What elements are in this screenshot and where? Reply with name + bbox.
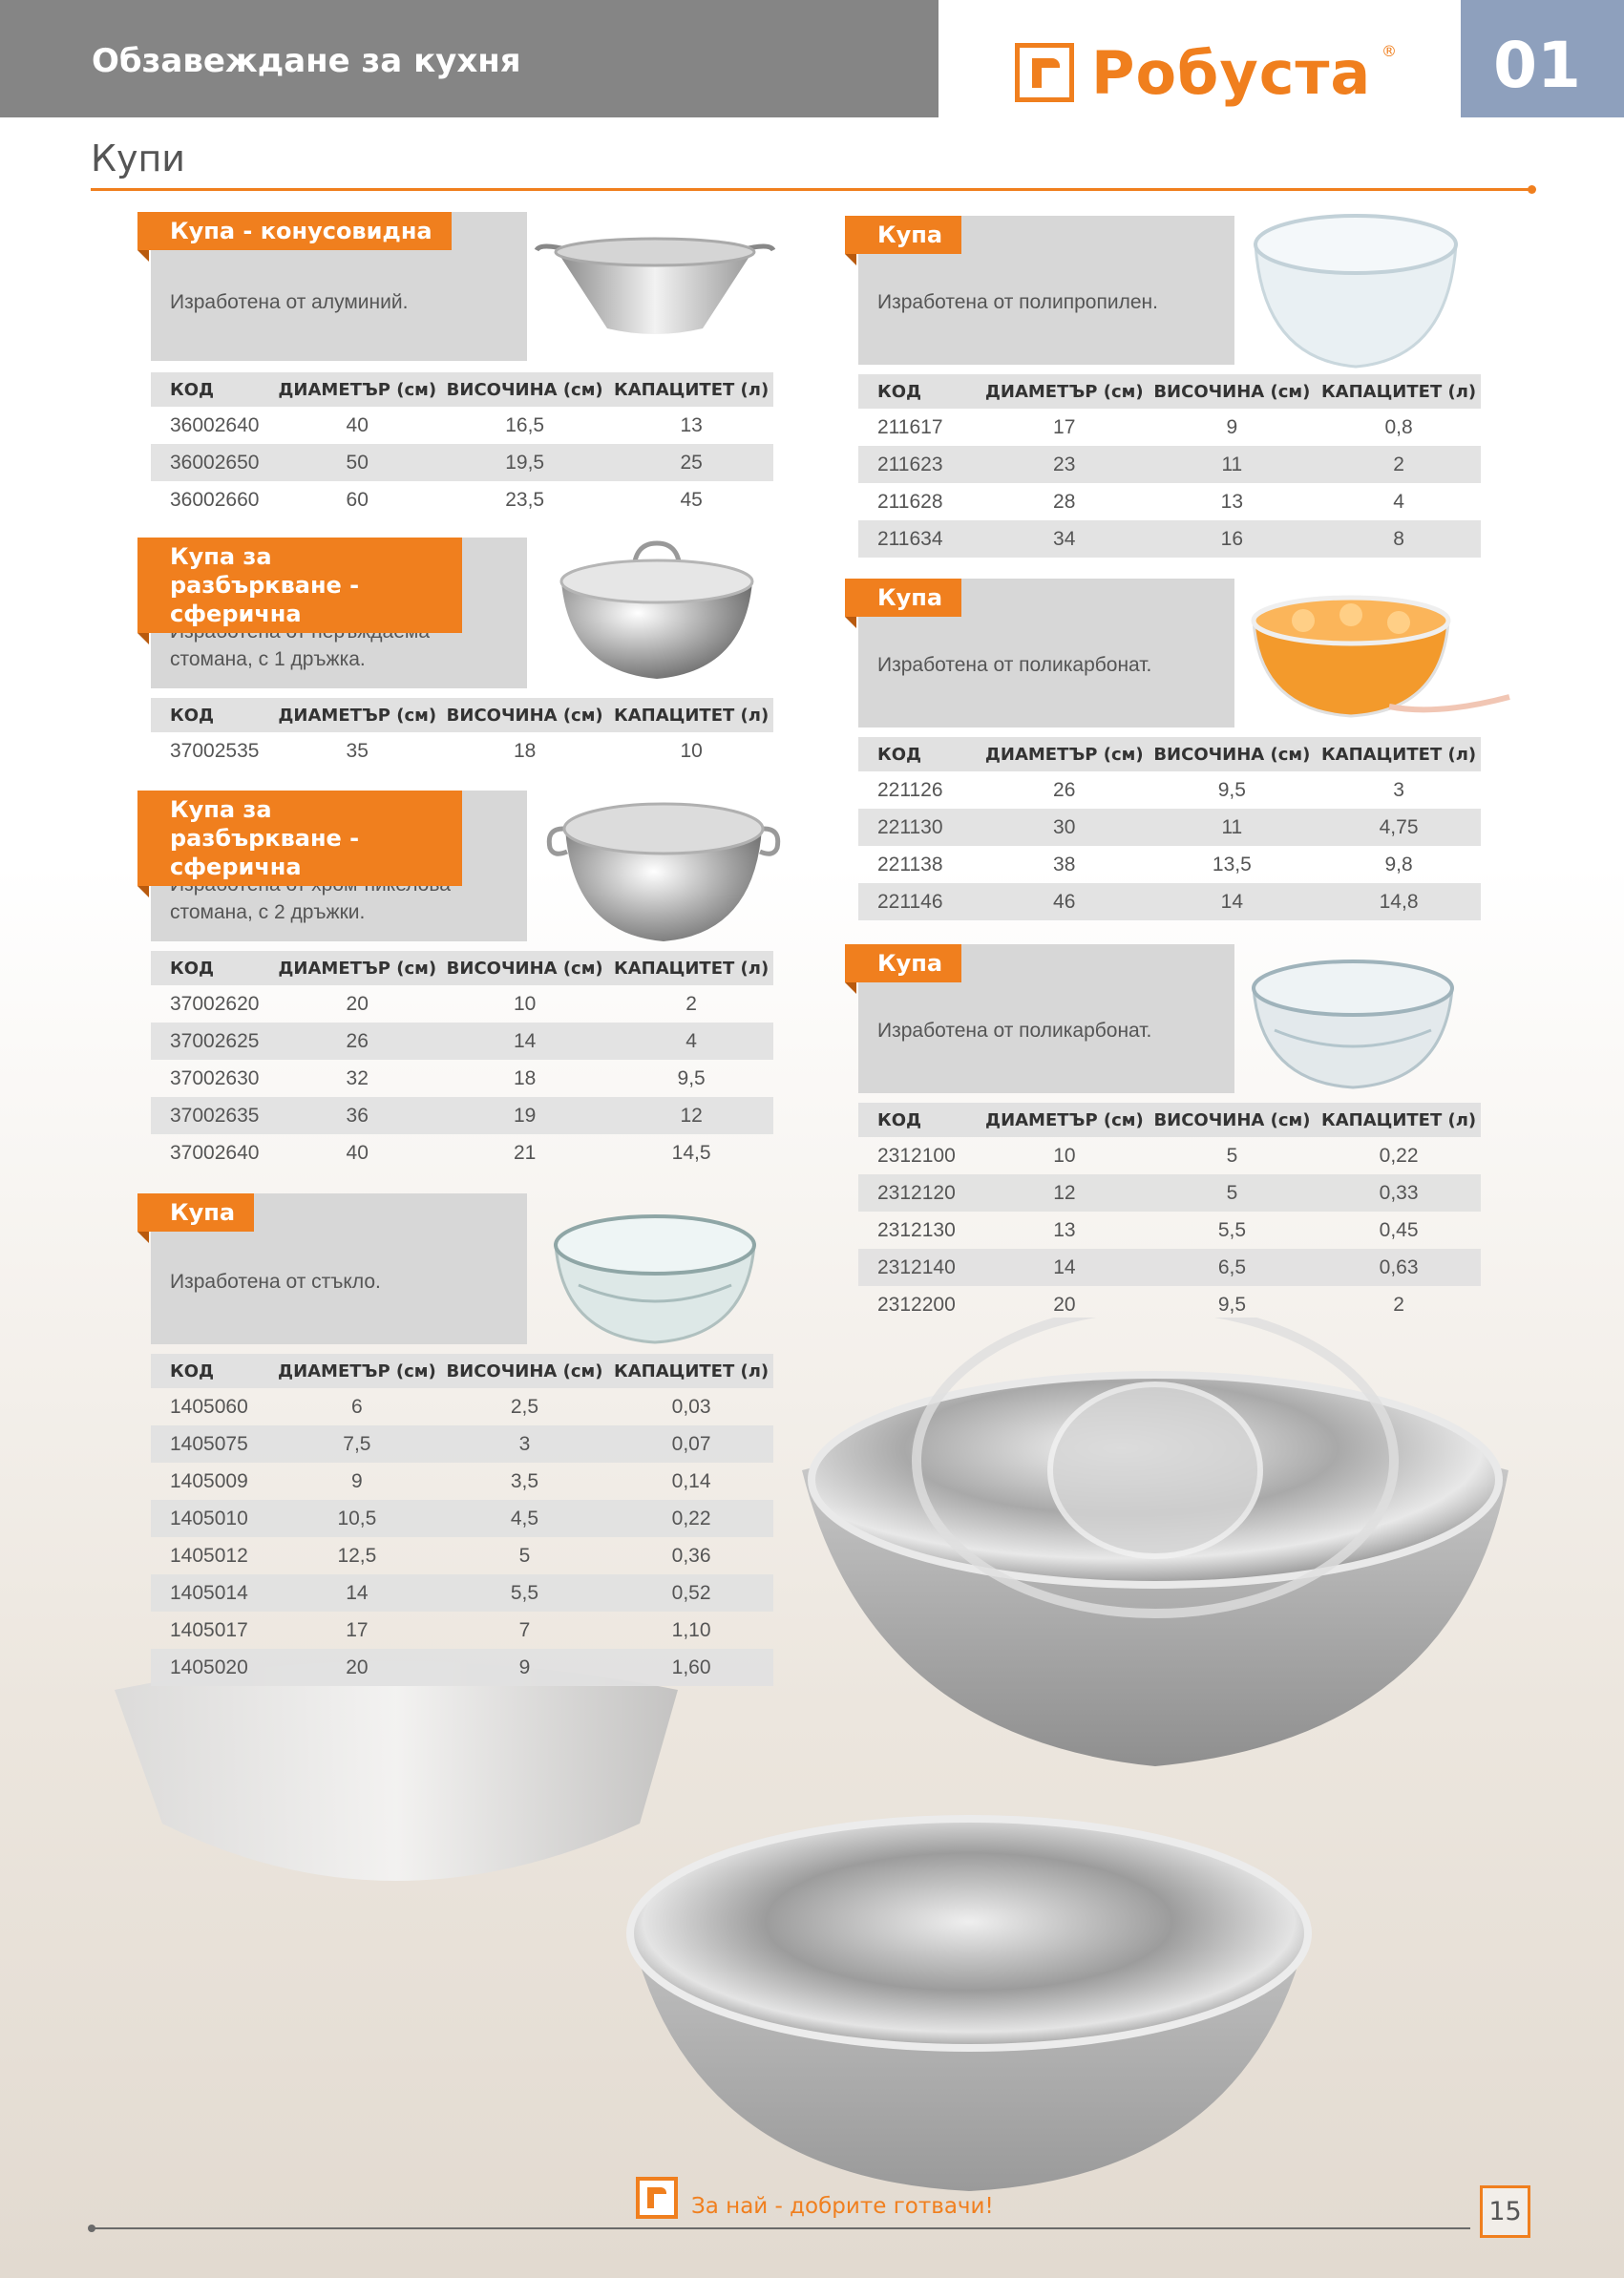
table-cell: 14,8	[1317, 883, 1481, 920]
spec-table	[151, 372, 773, 518]
table-cell: 36002650	[151, 444, 274, 481]
col-height: ВИСОЧИНА (см)	[440, 698, 609, 732]
table-row	[151, 1134, 773, 1171]
table-row	[151, 1463, 773, 1500]
table-cell: 26	[274, 1023, 440, 1060]
col-diameter: ДИАМЕТЪР (см)	[274, 951, 440, 985]
table-cell: 11	[1148, 446, 1318, 483]
table-cell: 0,14	[671, 1469, 711, 1492]
col-code: КОД	[151, 951, 274, 985]
table-cell: 2312130	[877, 1218, 956, 1241]
table-cell: 0,07	[609, 1425, 773, 1463]
table-row	[858, 771, 1481, 809]
table-cell: 5,5	[1217, 1218, 1247, 1241]
col-height: ВИСОЧИНА (см)	[1148, 1103, 1317, 1137]
table-cell: 23,5	[505, 488, 545, 511]
table-cell: 6,5	[1148, 1249, 1317, 1286]
col-capacity: КАПАЦИТЕТ (л)	[1317, 374, 1481, 409]
table-cell: 14	[981, 1249, 1148, 1286]
table-cell: 14	[440, 1023, 609, 1060]
table-cell: 20	[346, 992, 369, 1015]
table-cell: 40	[346, 413, 369, 436]
table-cell: 12	[981, 1174, 1148, 1212]
table-cell: 5	[1226, 1144, 1238, 1167]
polypropylene-bowl-icon	[1246, 206, 1466, 369]
table-cell: 211628	[877, 490, 943, 513]
table-cell: 20	[274, 1649, 440, 1686]
table-row	[858, 846, 1481, 883]
chapter-number: 01	[1493, 29, 1581, 102]
table-cell: 1405014	[151, 1574, 274, 1612]
table-row	[858, 409, 1481, 446]
table-cell: 21	[513, 1141, 537, 1164]
title-underline	[91, 188, 1532, 191]
conical-bowl-with-handles-icon	[531, 229, 779, 342]
table-cell: 211634	[858, 520, 981, 558]
table-cell: 1,10	[671, 1618, 711, 1641]
table-cell: 0,36	[671, 1544, 711, 1567]
table-cell: 13	[1220, 490, 1244, 513]
table-cell: 17	[1053, 415, 1076, 438]
table-row	[151, 1060, 773, 1097]
product-description: Изработена от алуминий.	[170, 291, 409, 313]
table-cell: 35	[346, 739, 369, 762]
col-code: КОД	[858, 374, 981, 409]
glass-bowl-icon	[550, 1193, 760, 1346]
table-row	[151, 1388, 773, 1425]
table-cell: 7,5	[274, 1425, 440, 1463]
table-cell: 9	[440, 1649, 609, 1686]
col-height: ВИСОЧИНА (см)	[440, 951, 609, 985]
table-cell: 40	[346, 1141, 369, 1164]
table-row	[151, 985, 773, 1023]
table-cell: 37002625	[151, 1023, 274, 1060]
table-cell: 1,60	[609, 1649, 773, 1686]
table-cell: 10,5	[274, 1500, 440, 1537]
table-cell: 37002630	[170, 1066, 260, 1089]
table-cell: 28	[1053, 490, 1076, 513]
col-diameter: ДИАМЕТЪР (см)	[981, 1103, 1148, 1137]
table-cell: 9,8	[1384, 853, 1413, 875]
table-cell: 46	[981, 883, 1148, 920]
col-capacity: КАПАЦИТЕТ (л)	[1317, 1103, 1481, 1137]
product-title: Купа - конусовидна	[137, 212, 452, 250]
table-cell: 9	[1226, 415, 1238, 438]
table-cell: 4	[1393, 490, 1404, 513]
table-cell: 11	[1148, 809, 1318, 846]
product-description: Изработена от стъкло.	[170, 1271, 381, 1293]
table-row	[151, 1612, 773, 1649]
table-cell: 32	[346, 1066, 369, 1089]
table-cell: 2	[1393, 1293, 1404, 1316]
table-cell: 1405017	[170, 1618, 248, 1641]
table-row	[151, 1023, 773, 1060]
col-code: КОД	[151, 1354, 274, 1388]
table-cell: 3	[1393, 778, 1404, 801]
col-height: ВИСОЧИНА (см)	[1148, 374, 1318, 409]
brand-logo-icon	[1015, 43, 1074, 102]
table-cell: 6	[351, 1395, 363, 1418]
table-cell: 36	[274, 1097, 440, 1134]
table-cell: 13	[1053, 1218, 1076, 1241]
page-title: Купи	[91, 137, 186, 179]
table-cell: 2,5	[510, 1395, 539, 1418]
product-title: Купа	[137, 1193, 254, 1232]
table-cell: 25	[609, 444, 773, 481]
col-diameter: ДИАМЕТЪР (см)	[981, 374, 1148, 409]
col-capacity: КАПАЦИТЕТ (л)	[609, 372, 773, 407]
table-cell: 0,63	[1317, 1249, 1481, 1286]
table-row	[858, 809, 1481, 846]
col-capacity: КАПАЦИТЕТ (л)	[609, 698, 773, 732]
stainless-bowl-photo-large	[792, 1318, 1518, 1785]
table-cell: 12,5	[337, 1544, 377, 1567]
table-row	[858, 446, 1481, 483]
table-cell: 19	[440, 1097, 609, 1134]
table-cell: 0,22	[1379, 1144, 1419, 1167]
col-code: КОД	[151, 698, 274, 732]
product-description: Изработена от полипропилен.	[877, 291, 1158, 313]
spec-table	[151, 951, 773, 1171]
table-cell: 0,8	[1384, 415, 1413, 438]
table-row	[151, 732, 773, 770]
footer-rule	[91, 2227, 1470, 2229]
table-cell: 2	[685, 992, 697, 1015]
table-cell: 19,5	[440, 444, 609, 481]
table-cell: 14	[1148, 883, 1318, 920]
spherical-bowl-two-handles-icon	[544, 791, 783, 943]
table-row	[151, 1574, 773, 1612]
table-cell: 9,5	[1217, 1293, 1247, 1316]
table-cell: 5	[518, 1544, 531, 1567]
table-cell: 2312140	[858, 1249, 981, 1286]
footer-logo-icon	[636, 2177, 678, 2219]
table-cell: 2312120	[858, 1174, 981, 1212]
page-number: 15	[1480, 2185, 1530, 2238]
table-cell: 16,5	[505, 413, 545, 436]
table-row	[858, 1212, 1481, 1249]
table-cell: 2312200	[877, 1293, 956, 1316]
table-cell: 1405060	[170, 1395, 248, 1418]
table-cell: 37002640	[170, 1141, 260, 1164]
table-cell: 34	[981, 520, 1148, 558]
col-height: ВИСОЧИНА (см)	[1148, 737, 1318, 771]
product-title: Купа	[845, 944, 961, 982]
table-cell: 0,03	[671, 1395, 711, 1418]
table-cell: 38	[1053, 853, 1076, 875]
col-diameter: ДИАМЕТЪР (см)	[274, 1354, 440, 1388]
col-diameter: ДИАМЕТЪР (см)	[981, 737, 1148, 771]
table-cell: 4,5	[440, 1500, 609, 1537]
table-row	[151, 1097, 773, 1134]
table-cell: 37002535	[170, 739, 260, 762]
table-cell: 1405020	[151, 1649, 274, 1686]
product-description: стомана, с 2 дръжки.	[170, 901, 366, 924]
brand-name: Робуста	[1091, 38, 1372, 108]
product-title: Купа	[845, 579, 961, 617]
table-cell: 1405009	[170, 1469, 248, 1492]
table-row	[858, 520, 1481, 558]
stainless-bowl-photo-bottom	[621, 1795, 1318, 2196]
spec-table	[858, 737, 1481, 920]
table-cell: 45	[680, 488, 703, 511]
table-cell: 4	[609, 1023, 773, 1060]
table-cell: 2312100	[877, 1144, 956, 1167]
table-cell: 18	[513, 739, 537, 762]
table-cell: 221126	[877, 778, 943, 801]
table-cell: 18	[513, 1066, 537, 1089]
table-cell: 36002640	[170, 413, 260, 436]
table-cell: 13,5	[1212, 853, 1252, 875]
table-row	[151, 407, 773, 444]
table-row	[858, 1174, 1481, 1212]
product-title: Купа за разбъркване - сферична	[137, 791, 462, 886]
col-code: КОД	[151, 372, 274, 407]
table-cell: 9	[351, 1469, 363, 1492]
table-cell: 16	[1148, 520, 1318, 558]
table-cell: 5,5	[440, 1574, 609, 1612]
spec-table	[858, 374, 1481, 558]
table-row	[858, 1286, 1481, 1323]
table-cell: 1405012	[170, 1544, 248, 1567]
clear-polycarbonate-bowl-icon	[1248, 944, 1458, 1092]
table-cell: 5	[1148, 1174, 1317, 1212]
table-cell: 8	[1317, 520, 1481, 558]
table-cell: 1405010	[151, 1500, 274, 1537]
spec-table	[151, 698, 773, 770]
table-cell: 17	[346, 1618, 369, 1641]
product-title: Купа	[845, 216, 961, 254]
table-cell: 4,75	[1317, 809, 1481, 846]
col-diameter: ДИАМЕТЪР (см)	[274, 698, 440, 732]
table-cell: 10	[1053, 1144, 1076, 1167]
table-cell: 50	[274, 444, 440, 481]
table-cell: 30	[981, 809, 1148, 846]
product-description: Изработена от поликарбонат.	[877, 654, 1152, 676]
section-title: Обзавеждане за кухня	[92, 42, 521, 80]
table-cell: 7	[518, 1618, 531, 1641]
table-cell: 0,33	[1317, 1174, 1481, 1212]
col-capacity: КАПАЦИТЕТ (л)	[609, 1354, 773, 1388]
col-code: КОД	[858, 1103, 981, 1137]
col-capacity: КАПАЦИТЕТ (л)	[609, 951, 773, 985]
table-cell: 221146	[858, 883, 981, 920]
table-cell: 221130	[858, 809, 981, 846]
table-cell: 14,5	[671, 1141, 711, 1164]
table-cell: 0,52	[609, 1574, 773, 1612]
product-title: Купа за разбъркване - сферична	[137, 538, 462, 633]
table-cell: 60	[346, 488, 369, 511]
brand-registered-mark: ®	[1381, 42, 1397, 60]
table-cell: 10	[513, 992, 537, 1015]
table-cell: 37002635	[151, 1097, 274, 1134]
table-row	[858, 483, 1481, 520]
table-cell: 26	[1053, 778, 1076, 801]
table-row	[151, 1500, 773, 1537]
footer-slogan: За най - добрите готвачи!	[691, 2194, 994, 2219]
table-row	[151, 444, 773, 481]
col-diameter: ДИАМЕТЪР (см)	[274, 372, 440, 407]
table-cell: 1405075	[151, 1425, 274, 1463]
spherical-bowl-one-handle-icon	[554, 538, 760, 681]
table-cell: 3,5	[510, 1469, 539, 1492]
stainless-bowl-photo-left	[105, 1652, 697, 1938]
table-row	[151, 1537, 773, 1574]
col-capacity: КАПАЦИТЕТ (л)	[1317, 737, 1481, 771]
table-cell: 23	[981, 446, 1148, 483]
table-row	[858, 1137, 1481, 1174]
table-cell: 10	[680, 739, 703, 762]
table-cell: 211623	[858, 446, 981, 483]
table-cell: 2	[1317, 446, 1481, 483]
col-code: КОД	[858, 737, 981, 771]
punch-bowl-with-ladle-icon	[1246, 592, 1513, 735]
chapter-badge	[1461, 0, 1624, 117]
col-height: ВИСОЧИНА (см)	[440, 1354, 609, 1388]
table-cell: 9,5	[677, 1066, 706, 1089]
product-description: стомана, с 1 дръжка.	[170, 648, 366, 671]
header-bar	[0, 0, 939, 117]
table-cell: 0,22	[609, 1500, 773, 1537]
table-row	[151, 1649, 773, 1686]
table-cell: 20	[1053, 1293, 1076, 1316]
table-cell: 211617	[877, 415, 943, 438]
table-cell: 36002660	[170, 488, 260, 511]
table-row	[858, 1249, 1481, 1286]
spec-table	[858, 1103, 1481, 1323]
table-cell: 14	[274, 1574, 440, 1612]
table-row	[151, 1425, 773, 1463]
table-cell: 3	[440, 1425, 609, 1463]
table-cell: 13	[680, 413, 703, 436]
table-cell: 0,45	[1379, 1218, 1419, 1241]
product-description: Изработена от поликарбонат.	[877, 1020, 1152, 1042]
table-cell: 37002620	[170, 992, 260, 1015]
spec-table	[151, 1354, 773, 1686]
table-row	[858, 883, 1481, 920]
table-row	[151, 481, 773, 518]
table-cell: 12	[609, 1097, 773, 1134]
table-cell: 9,5	[1217, 778, 1246, 801]
table-cell: 221138	[877, 853, 943, 875]
col-height: ВИСОЧИНА (см)	[440, 372, 609, 407]
